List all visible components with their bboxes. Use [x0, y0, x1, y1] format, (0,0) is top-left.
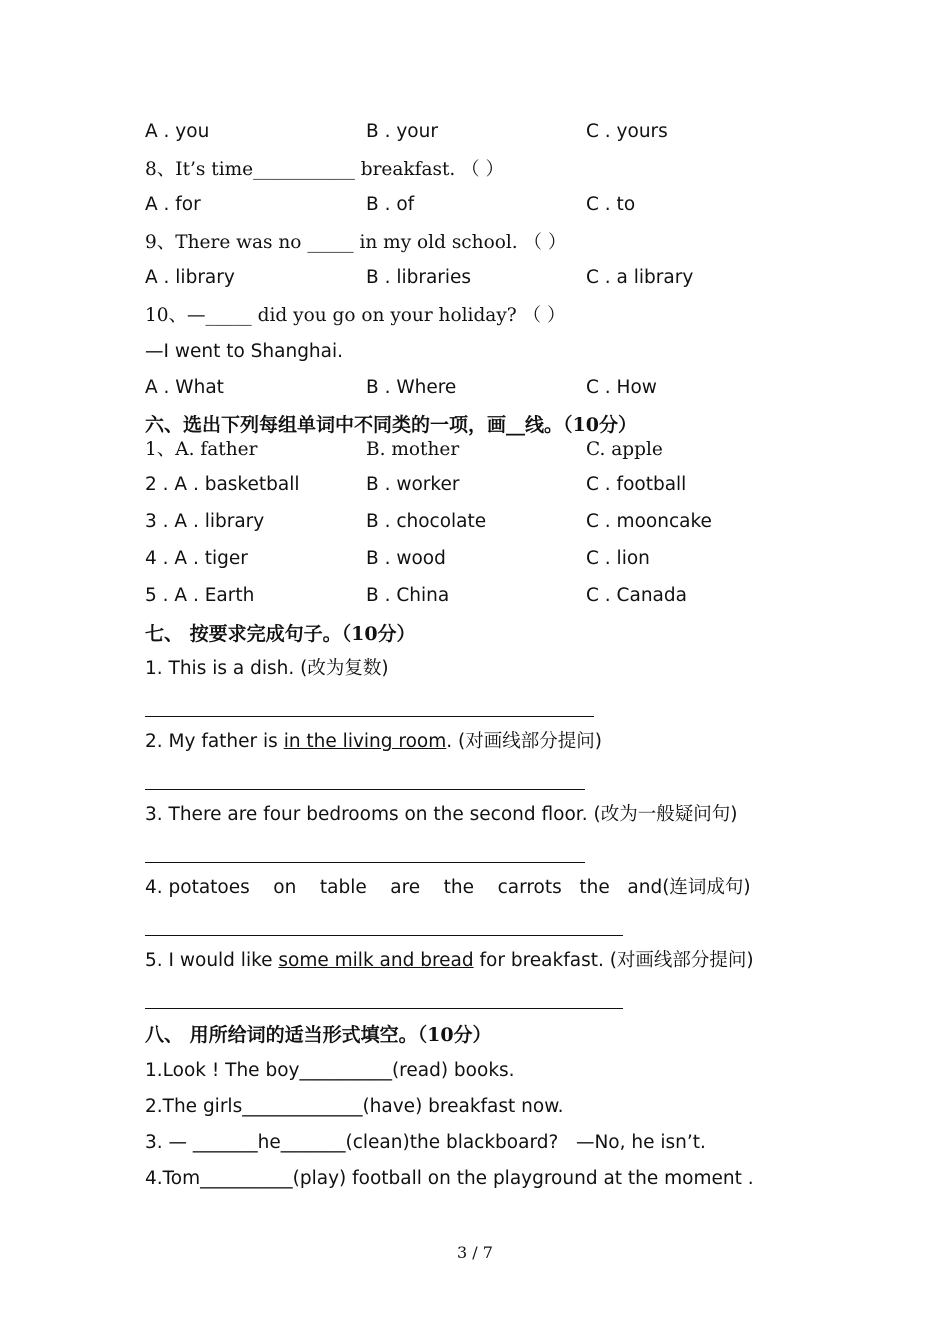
section7-heading: 七、 按要求完成句子。（10分）	[145, 623, 416, 645]
section8-heading: 八、 用所给词的适当形式填空。（10分）	[145, 1024, 492, 1046]
s7-sentence-5	[145, 949, 754, 973]
s7-s5-underlined: some milk and bread	[278, 950, 474, 971]
q9-option-a: A . library	[145, 267, 235, 288]
s6-row5-c: C . Canada	[586, 585, 687, 606]
page-number: 3 / 7	[457, 1243, 493, 1262]
q8-option-a: A . for	[145, 194, 201, 215]
s8-sentence-2: 2.The girls_____________(have) breakfast now.	[145, 1096, 564, 1117]
q10-answer: —I went to Shanghai.	[145, 341, 344, 362]
answer-line-2	[145, 789, 585, 790]
s6-row1-c: C. apple	[586, 439, 663, 460]
q9-option-c: C . a library	[586, 267, 694, 288]
q8-option-b: B . of	[366, 194, 415, 215]
s7-s5-post: for breakfast. (对画线部分提问)	[473, 950, 754, 971]
q7-option-c: C . yours	[586, 121, 668, 142]
s6-row4-a: 4 . A . tiger	[145, 548, 248, 569]
s6-row1-b: B. mother	[366, 439, 460, 460]
q10-option-b: B . Where	[366, 377, 457, 398]
s6-row2-b: B . worker	[366, 474, 460, 495]
s7-s5-pre: 5. I would like	[145, 950, 279, 971]
s7-s2-underlined: in the living room	[283, 731, 447, 752]
s6-row3-c: C . mooncake	[586, 511, 712, 532]
q10-option-a: A . What	[145, 377, 224, 398]
answer-line-1	[145, 716, 594, 717]
s7-sentence-1: 1. This is a dish. (改为复数)	[145, 658, 389, 679]
answer-line-3	[145, 862, 585, 863]
q9-stem: 9、There was no _____ in my old school. （ ）	[145, 232, 567, 253]
s7-sentence-2	[145, 730, 602, 754]
s8-sentence-3: 3. — _______he_______(clean)the blackboard? —No, he isn’t.	[145, 1132, 706, 1153]
answer-line-4	[145, 935, 623, 936]
s6-row2-c: C . football	[586, 474, 687, 495]
s6-row4-c: C . lion	[586, 548, 650, 569]
answer-line-5	[145, 1008, 623, 1009]
section6-heading: 六、选出下列每组单词中不同类的一项，画__线。（10分）	[145, 414, 637, 436]
s6-row5-b: B . China	[366, 585, 450, 606]
q10-stem: 10、—_____ did you go on your holiday? （ ）	[145, 305, 566, 326]
s6-row3-b: B . chocolate	[366, 511, 487, 532]
q10-option-c: C . How	[586, 377, 657, 398]
s6-row4-b: B . wood	[366, 548, 446, 569]
s7-sentence-4: 4. potatoes on table are the carrots the and(连词成句)	[145, 877, 751, 898]
q7-option-b: B . your	[366, 121, 438, 142]
s7-sentence-3: 3. There are four bedrooms on the second floor. (改为一般疑问句)	[145, 804, 738, 825]
q7-option-a: A . you	[145, 121, 210, 142]
q8-stem: 8、It’s time___________ breakfast. （ ）	[145, 159, 505, 180]
q9-option-b: B . libraries	[366, 267, 472, 288]
s6-row5-a: 5 . A . Earth	[145, 585, 255, 606]
s6-row1-a: 1、A. father	[145, 439, 258, 460]
s7-s2-post: . (对画线部分提问)	[446, 731, 602, 752]
s6-row3-a: 3 . A . library	[145, 511, 265, 532]
q8-option-c: C . to	[586, 194, 636, 215]
s6-row2-a: 2 . A . basketball	[145, 474, 300, 495]
s8-sentence-1: 1.Look ! The boy__________(read) books.	[145, 1060, 515, 1081]
s8-sentence-4: 4.Tom__________(play) football on the playground at the moment .	[145, 1168, 754, 1189]
s7-s2-pre: 2. My father is	[145, 731, 284, 752]
